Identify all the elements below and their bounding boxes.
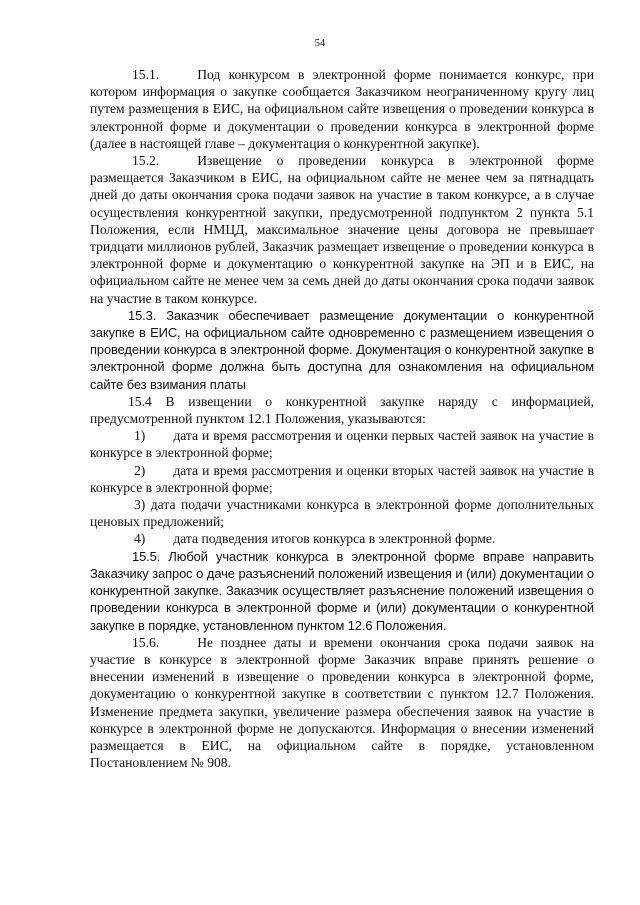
list-item-4 [90,530,594,547]
list-item-number: 4) [134,531,146,547]
paragraph-15-6 [90,634,594,772]
paragraph-number: 15.5. [132,548,161,564]
paragraph-number: 15.3. [128,307,157,323]
document-body [90,66,594,771]
paragraph-15-2 [90,152,594,307]
paragraph-15-4 [90,393,594,427]
list-item-number: 1) [134,428,146,444]
paragraph-number: 15.6. [132,634,160,650]
list-item-text: дата подачи участниками конкурса в электронной форме дополнительных ценовых предложений; [90,497,594,530]
paragraph-number: 15.1. [132,67,160,82]
list-item-number: 3) [134,497,146,513]
list-item-1 [90,427,594,461]
list-item-text: дата и время рассмотрения и оценки первых частей заявок на участие в конкурсе в электронной форме; [90,428,594,461]
paragraph-text: Не позднее даты и времени окончания срока подачи заявок на участие в конкурсе в электронной форме Заказчик вправе принять решение о внесении изменений в извещение о проведении конкурса в электронной форме, документацию о конкурентной закупке в соответствии с пунктом 12.7 Положения. Изменение предмета закупки, увеличение размера обеспечения заявок на участие в конкурсе в электронной форме не допускаются. Информация о внесении изменений размещается в ЕИС, на официальном сайте в порядке, установленном Постановлением № 908. [90,634,594,771]
paragraph-15-5 [90,548,594,634]
page-number: 54 [314,38,326,49]
paragraph-text: Любой участник конкурса в электронной форме вправе направить Заказчику запрос о даче разъяснений положений извещения и (или) документации о конкурентной закупке. Заказчик осуществляет разъяснение положений извещения о проведении конкурса в электронной форме и (или) документации о конкурентной закупке в порядке, установленном пунктом 12.6 Положения. [90,548,595,633]
paragraph-text: Заказчик обеспечивает размещение документации о конкурентной закупке в ЕИС, на официальном сайте одновременно с размещением извещения о проведении конкурса в электронной форме. Документация о конкурентной закупке в электронной форме должна быть доступна для ознакомления на официальном сайте без взимания платы [90,307,594,392]
list-item-text: дата подведения итогов конкурса в электронной форме. [173,531,496,547]
list-item-number: 2) [134,462,146,478]
paragraph-15-3 [90,307,594,393]
paragraph-text: В извещении о конкурентной закупке наряду с информацией, предусмотренной пунктом 12.1 Положения, указываются: [90,393,594,427]
paragraph-number: 15.4 [128,393,152,409]
list-item-text: дата и время рассмотрения и оценки вторых частей заявок на участие в конкурсе в электронной форме; [90,462,594,495]
paragraph-text: Под конкурсом в электронной форме понимается конкурс, при котором информация о закупке сообщается Заказчиком неограниченному кругу лиц путем размещения в ЕИС, на официальном сайте извещения о проведении конкурса в электронной форме и документации о проведении конкурса в электронной форме (далее в настоящей главе – документация о конкурентной закупке). [90,67,594,151]
list-item-3 [90,496,594,530]
paragraph-15-1 [90,66,594,152]
paragraph-number: 15.2. [132,153,160,169]
list-item-2 [90,462,594,496]
paragraph-text: Извещение о проведении конкурса в электронной форме размещается Заказчиком в ЕИС, на официальном сайте не менее чем за пятнадцать дней до даты окончания срока подачи заявок на участие в таком конкурсе, а в случае осуществления конкурентной закупки, предусмотренной подпунктом 2 пункта 5.1 Положения, если НМЦД, максимальное значение цены договора не превышает тридцати миллионов рублей, Заказчик размещает извещение о проведении конкурса в электронной форме и документацию о конкурентной закупке на ЭП и в ЕИС, на официальном сайте не менее чем за семь дней до даты окончания срока подачи заявок на участие в таком конкурсе. [90,153,594,306]
